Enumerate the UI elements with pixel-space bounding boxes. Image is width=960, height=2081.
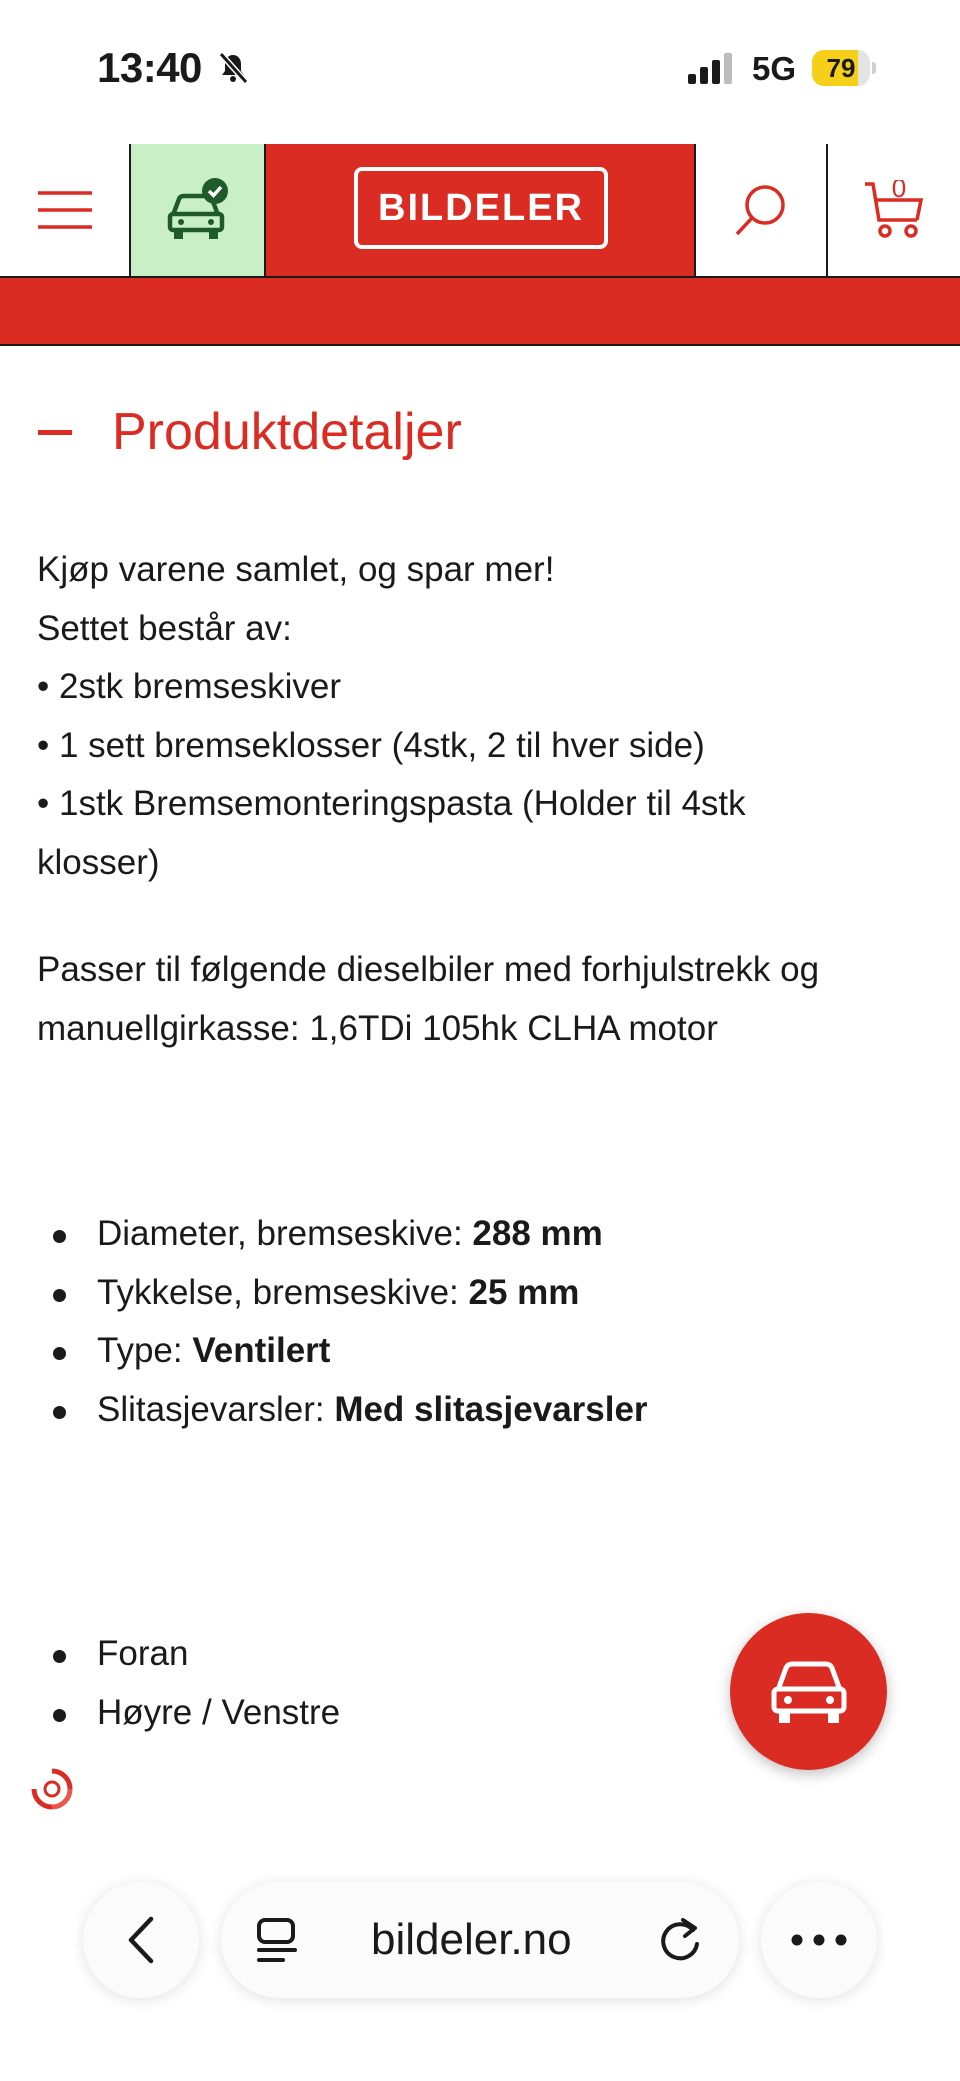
site-logo: BILDELER	[354, 167, 608, 249]
description-line: Kjøp varene samlet, og spar mer!	[37, 550, 555, 589]
hamburger-icon	[36, 190, 94, 230]
spec-label: Type:	[97, 1331, 183, 1370]
silent-bell-icon	[215, 50, 251, 86]
description-line: klosser)	[37, 842, 160, 882]
cart-button[interactable]	[828, 144, 960, 276]
status-time: 13:40	[97, 44, 202, 91]
spec-label: Tykkelse, bremseskive:	[97, 1272, 459, 1312]
selected-vehicle-button[interactable]	[131, 144, 266, 276]
minus-icon	[38, 430, 72, 435]
site-header	[0, 144, 960, 278]
spec-item	[97, 1205, 897, 1264]
section-title: Produktdetaljer	[112, 403, 462, 461]
spec-item	[97, 1322, 897, 1381]
back-button[interactable]	[83, 1882, 199, 1998]
header-band	[0, 278, 960, 346]
spec-value: Ventilert	[192, 1331, 331, 1370]
url-text: bildeler.no	[371, 1915, 572, 1964]
reader-icon[interactable]	[255, 1916, 299, 1964]
car-icon	[770, 1658, 848, 1726]
ellipsis-icon	[791, 1934, 847, 1946]
browser-toolbar	[0, 1858, 960, 2081]
description-line: Settet består av:	[37, 608, 292, 648]
description-line: • 2stk bremseskiver	[37, 667, 341, 706]
description-line: • 1stk Bremsemonteringspasta (Holder til 4stk	[37, 784, 746, 823]
spec-label: Diameter, bremseskive:	[97, 1214, 463, 1253]
position-item: Foran	[97, 1625, 897, 1684]
product-description	[37, 541, 927, 892]
cellular-signal-icon	[688, 52, 738, 86]
menu-button[interactable]	[0, 144, 131, 276]
recaptcha-icon[interactable]	[30, 1767, 74, 1811]
fitment-description	[37, 941, 927, 1058]
address-bar[interactable]	[221, 1882, 739, 1998]
fitment-line: manuellgirkasse: 1,6TDi 105hk CLHA motor	[37, 1008, 718, 1048]
cart-count: 0	[891, 180, 907, 203]
battery-percent: 79	[826, 53, 856, 83]
battery-indicator	[812, 50, 876, 86]
spec-value: Med slitasjevarsler	[334, 1389, 648, 1429]
chevron-left-icon	[127, 1916, 155, 1964]
more-button[interactable]	[761, 1882, 877, 1998]
spec-label: Slitasjevarsler:	[97, 1389, 325, 1429]
logo-link[interactable]	[266, 144, 696, 276]
spec-value: 25 mm	[468, 1272, 580, 1312]
status-bar	[0, 0, 960, 140]
spec-item	[97, 1264, 897, 1323]
spec-value: 288 mm	[472, 1214, 603, 1253]
description-line: • 1 sett bremseklosser (4stk, 2 til hver side)	[37, 725, 705, 765]
car-check-icon	[167, 177, 229, 243]
spec-item	[97, 1381, 897, 1440]
fitment-line: Passer til følgende dieselbiler med forhjulstrekk og	[37, 950, 820, 989]
network-type: 5G	[752, 50, 797, 87]
search-button[interactable]	[696, 144, 828, 276]
cart-icon	[863, 180, 925, 240]
product-details-toggle[interactable]	[38, 392, 462, 472]
search-icon	[733, 182, 789, 238]
reload-icon[interactable]	[657, 1916, 703, 1964]
position-item: Høyre / Venstre	[97, 1684, 897, 1743]
spec-list	[97, 1205, 897, 1439]
select-vehicle-fab[interactable]	[730, 1613, 887, 1770]
